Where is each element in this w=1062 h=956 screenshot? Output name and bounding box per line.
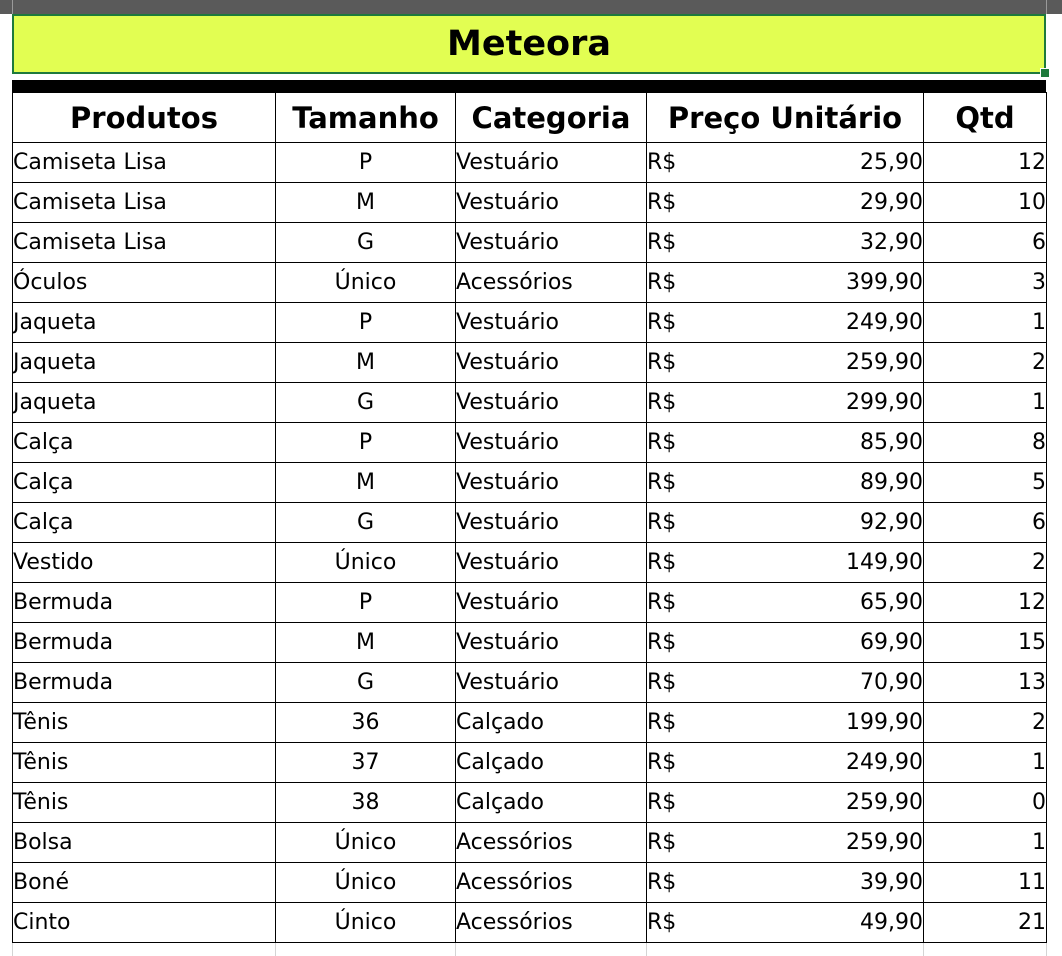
table-row [13, 903, 1047, 943]
cell-tamanho[interactable]: P [276, 303, 456, 343]
cell-preco[interactable] [647, 423, 924, 463]
cell-preco[interactable] [647, 223, 924, 263]
price-value: 249,90 [846, 750, 923, 775]
header-tamanho[interactable]: Tamanho [276, 93, 456, 143]
table-row [13, 623, 1047, 663]
table-row [13, 383, 1047, 423]
cell-tamanho[interactable]: M [276, 623, 456, 663]
cell-categoria[interactable]: Vestuário [456, 623, 647, 663]
cell-qtd[interactable]: 2 [924, 343, 1047, 383]
cell-preco[interactable] [647, 543, 924, 583]
table-row [13, 143, 1047, 183]
table-row [13, 543, 1047, 583]
cell-preco[interactable] [647, 143, 924, 183]
currency-symbol: R$ [647, 550, 677, 575]
cell-categoria[interactable]: Acessórios [456, 903, 647, 943]
cell-tamanho[interactable]: G [276, 503, 456, 543]
cell-categoria[interactable]: Vestuário [456, 303, 647, 343]
cell-tamanho[interactable]: Único [276, 863, 456, 903]
price-value: 32,90 [860, 230, 923, 255]
cell-categoria[interactable]: Vestuário [456, 503, 647, 543]
cell-preco[interactable] [647, 863, 924, 903]
cell-produto[interactable]: Óculos [13, 263, 276, 303]
currency-symbol: R$ [647, 270, 677, 295]
price-value: 149,90 [846, 550, 923, 575]
currency-symbol: R$ [647, 310, 677, 335]
cell-tamanho[interactable]: M [276, 463, 456, 503]
cell-categoria[interactable]: Vestuário [456, 543, 647, 583]
currency-symbol: R$ [647, 870, 677, 895]
cell-produto[interactable]: Cinto [13, 903, 276, 943]
price-value: 69,90 [860, 630, 923, 655]
product-table [12, 92, 1047, 943]
cell-produto[interactable]: Calça [13, 423, 276, 463]
cell-produto[interactable]: Vestido [13, 543, 276, 583]
sheet-title: Meteora [447, 24, 611, 64]
cell-tamanho[interactable]: M [276, 183, 456, 223]
gridline [1046, 0, 1047, 14]
cell-categoria[interactable]: Vestuário [456, 343, 647, 383]
cell-qtd[interactable]: 1 [924, 303, 1047, 343]
cell-preco[interactable] [647, 183, 924, 223]
cell-tamanho[interactable]: P [276, 143, 456, 183]
cell-produto[interactable]: Camiseta Lisa [13, 143, 276, 183]
cell-categoria[interactable]: Acessórios [456, 823, 647, 863]
cell-categoria[interactable]: Acessórios [456, 863, 647, 903]
table-body [13, 143, 1047, 943]
cell-tamanho[interactable]: Único [276, 263, 456, 303]
gridline [646, 943, 647, 956]
cell-tamanho[interactable]: 37 [276, 743, 456, 783]
cell-categoria[interactable]: Vestuário [456, 383, 647, 423]
cell-preco[interactable] [647, 503, 924, 543]
cell-preco[interactable] [647, 783, 924, 823]
table-row [13, 183, 1047, 223]
currency-symbol: R$ [647, 150, 677, 175]
cell-tamanho[interactable]: P [276, 583, 456, 623]
cell-categoria[interactable]: Calçado [456, 743, 647, 783]
cell-produto[interactable]: Calça [13, 503, 276, 543]
cell-categoria[interactable]: Vestuário [456, 663, 647, 703]
cell-qtd[interactable]: 1 [924, 383, 1047, 423]
price-value: 25,90 [860, 150, 923, 175]
price-value: 199,90 [846, 710, 923, 735]
cell-tamanho[interactable]: G [276, 223, 456, 263]
gridline [455, 943, 456, 956]
header-categoria[interactable]: Categoria [456, 93, 647, 143]
currency-symbol: R$ [647, 390, 677, 415]
cell-produto[interactable]: Camiseta Lisa [13, 183, 276, 223]
currency-symbol: R$ [647, 470, 677, 495]
cell-produto[interactable]: Boné [13, 863, 276, 903]
cell-qtd[interactable]: 2 [924, 543, 1047, 583]
cell-preco[interactable] [647, 743, 924, 783]
cell-preco[interactable] [647, 823, 924, 863]
cell-qtd[interactable]: 1 [924, 823, 1047, 863]
cell-produto[interactable]: Bolsa [13, 823, 276, 863]
cell-tamanho[interactable]: 36 [276, 703, 456, 743]
cell-qtd[interactable]: 12 [924, 143, 1047, 183]
cell-preco[interactable] [647, 463, 924, 503]
gridline [12, 943, 13, 956]
cell-tamanho[interactable]: G [276, 663, 456, 703]
fill-handle[interactable] [1040, 68, 1050, 78]
cell-categoria[interactable]: Vestuário [456, 583, 647, 623]
header-produtos[interactable]: Produtos [13, 93, 276, 143]
cell-preco[interactable] [647, 663, 924, 703]
currency-symbol: R$ [647, 190, 677, 215]
cell-qtd[interactable]: 12 [924, 583, 1047, 623]
table-row [13, 423, 1047, 463]
cell-qtd[interactable]: 6 [924, 223, 1047, 263]
title-cell[interactable] [12, 14, 1046, 74]
currency-symbol: R$ [647, 230, 677, 255]
price-value: 39,90 [860, 870, 923, 895]
cell-categoria[interactable]: Calçado [456, 703, 647, 743]
currency-symbol: R$ [647, 430, 677, 455]
cell-categoria[interactable]: Vestuário [456, 223, 647, 263]
table-row [13, 303, 1047, 343]
price-value: 249,90 [846, 310, 923, 335]
cell-preco[interactable] [647, 343, 924, 383]
cell-qtd[interactable]: 15 [924, 623, 1047, 663]
price-value: 70,90 [860, 670, 923, 695]
cell-produto[interactable]: Camiseta Lisa [13, 223, 276, 263]
table-row [13, 343, 1047, 383]
cell-produto[interactable]: Jaqueta [13, 383, 276, 423]
cell-produto[interactable]: Tênis [13, 743, 276, 783]
cell-preco[interactable] [647, 383, 924, 423]
header-preco-unitario[interactable]: Preço Unitário [647, 93, 924, 143]
cell-tamanho[interactable]: Único [276, 823, 456, 863]
cell-qtd[interactable]: 6 [924, 503, 1047, 543]
cell-preco[interactable] [647, 583, 924, 623]
cell-produto[interactable]: Bermuda [13, 583, 276, 623]
cell-preco[interactable] [647, 703, 924, 743]
cell-tamanho[interactable]: Único [276, 543, 456, 583]
table-row [13, 503, 1047, 543]
cell-qtd[interactable]: 5 [924, 463, 1047, 503]
cell-categoria[interactable]: Calçado [456, 783, 647, 823]
header-top-border [12, 80, 1046, 92]
cell-qtd[interactable]: 13 [924, 663, 1047, 703]
column-header-strip [0, 0, 1062, 14]
cell-preco[interactable] [647, 623, 924, 663]
cell-tamanho[interactable]: P [276, 423, 456, 463]
price-value: 85,90 [860, 430, 923, 455]
table-row [13, 703, 1047, 743]
cell-produto[interactable]: Tênis [13, 783, 276, 823]
cell-preco[interactable] [647, 263, 924, 303]
table-row [13, 783, 1047, 823]
currency-symbol: R$ [647, 510, 677, 535]
table-row [13, 743, 1047, 783]
currency-symbol: R$ [647, 750, 677, 775]
price-value: 89,90 [860, 470, 923, 495]
price-value: 29,90 [860, 190, 923, 215]
table-row [13, 223, 1047, 263]
header-qtd[interactable]: Qtd [924, 93, 1047, 143]
cell-categoria[interactable]: Acessórios [456, 263, 647, 303]
table-row [13, 863, 1047, 903]
currency-symbol: R$ [647, 670, 677, 695]
price-value: 399,90 [846, 270, 923, 295]
price-value: 259,90 [846, 790, 923, 815]
currency-symbol: R$ [647, 630, 677, 655]
table-row [13, 823, 1047, 863]
cell-categoria[interactable]: Vestuário [456, 143, 647, 183]
cell-tamanho[interactable]: Único [276, 903, 456, 943]
empty-grid-area [0, 943, 1062, 956]
cell-produto[interactable]: Jaqueta [13, 343, 276, 383]
cell-qtd[interactable]: 2 [924, 703, 1047, 743]
table-row [13, 663, 1047, 703]
cell-produto[interactable]: Calça [13, 463, 276, 503]
gridline [275, 943, 276, 956]
cell-produto[interactable]: Bermuda [13, 663, 276, 703]
cell-categoria[interactable]: Vestuário [456, 463, 647, 503]
table-row [13, 583, 1047, 623]
cell-qtd[interactable]: 8 [924, 423, 1047, 463]
cell-tamanho[interactable]: G [276, 383, 456, 423]
price-value: 92,90 [860, 510, 923, 535]
table-row [13, 463, 1047, 503]
cell-qtd[interactable]: 1 [924, 743, 1047, 783]
gridline [12, 0, 13, 14]
currency-symbol: R$ [647, 910, 677, 935]
cell-qtd[interactable]: 10 [924, 183, 1047, 223]
cell-produto[interactable]: Tênis [13, 703, 276, 743]
cell-tamanho[interactable]: 38 [276, 783, 456, 823]
cell-produto[interactable]: Bermuda [13, 623, 276, 663]
price-value: 259,90 [846, 830, 923, 855]
cell-qtd[interactable]: 3 [924, 263, 1047, 303]
cell-qtd[interactable]: 11 [924, 863, 1047, 903]
cell-categoria[interactable]: Vestuário [456, 183, 647, 223]
cell-tamanho[interactable]: M [276, 343, 456, 383]
cell-qtd[interactable]: 0 [924, 783, 1047, 823]
cell-preco[interactable] [647, 903, 924, 943]
currency-symbol: R$ [647, 710, 677, 735]
table-row [13, 263, 1047, 303]
price-value: 259,90 [846, 350, 923, 375]
currency-symbol: R$ [647, 830, 677, 855]
cell-qtd[interactable]: 21 [924, 903, 1047, 943]
header-row [13, 93, 1047, 143]
gridline [923, 943, 924, 956]
gridline [1046, 943, 1047, 956]
price-value: 299,90 [846, 390, 923, 415]
cell-preco[interactable] [647, 303, 924, 343]
price-value: 49,90 [860, 910, 923, 935]
currency-symbol: R$ [647, 790, 677, 815]
price-value: 65,90 [860, 590, 923, 615]
cell-produto[interactable]: Jaqueta [13, 303, 276, 343]
cell-categoria[interactable]: Vestuário [456, 423, 647, 463]
currency-symbol: R$ [647, 350, 677, 375]
currency-symbol: R$ [647, 590, 677, 615]
